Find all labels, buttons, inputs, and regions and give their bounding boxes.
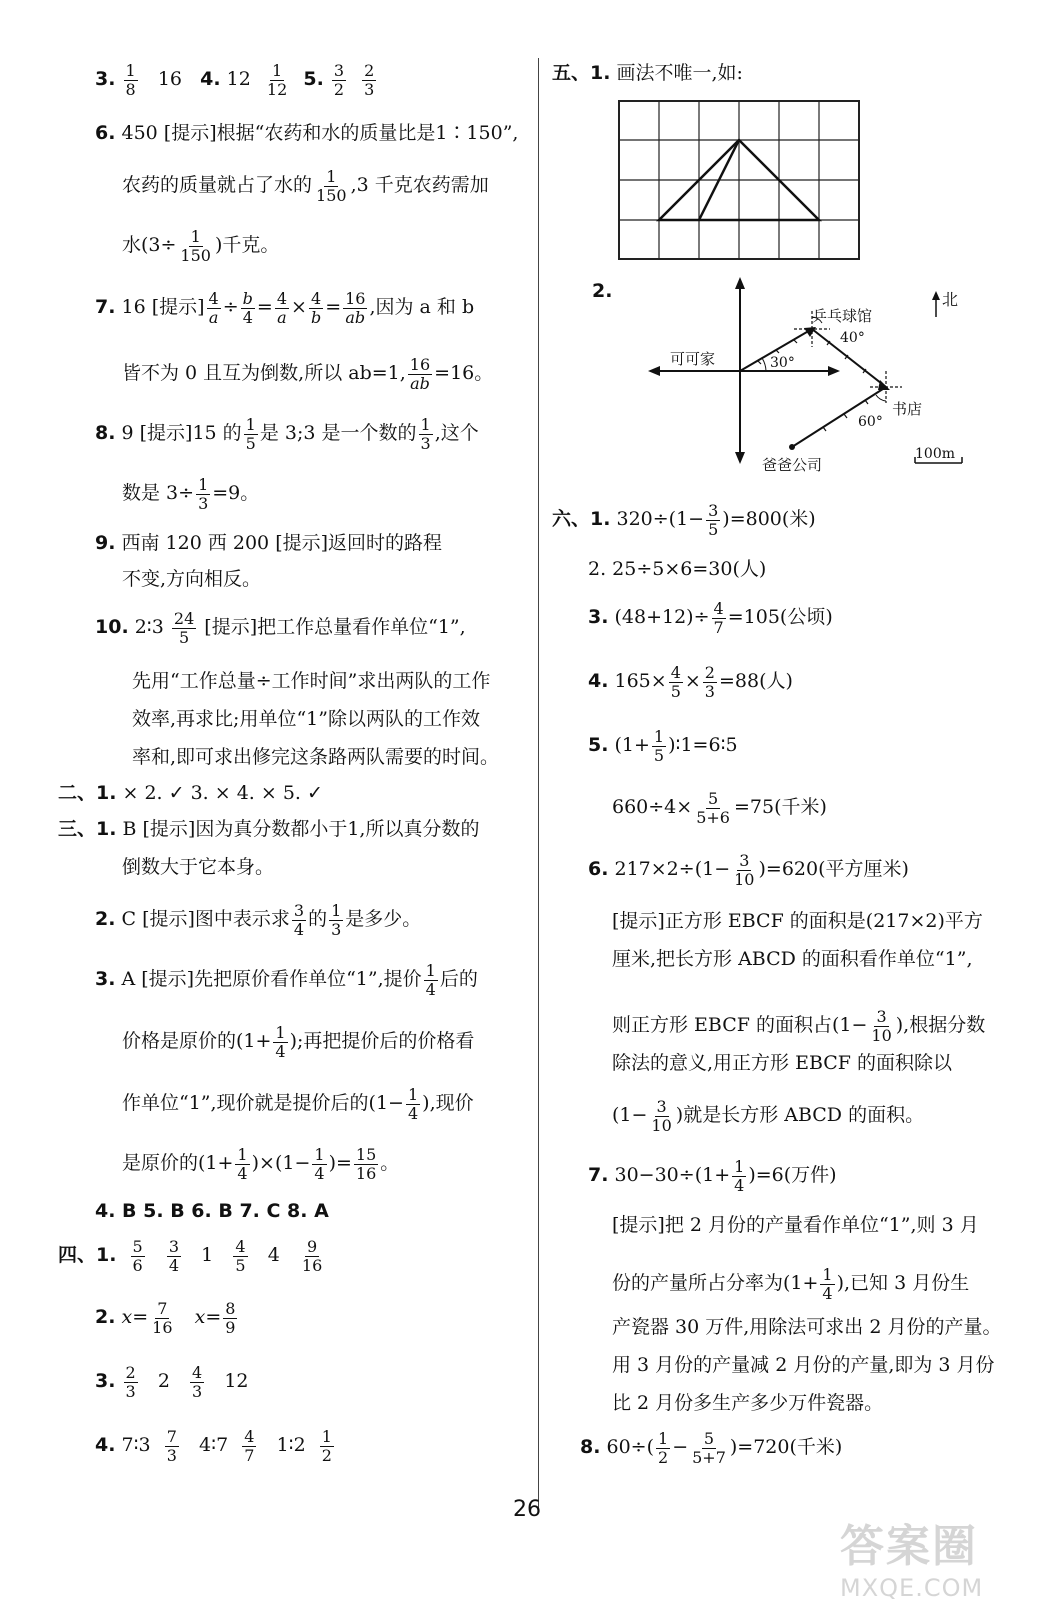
angle-30-label: 30°	[770, 355, 795, 371]
fraction: $\frac{4}{5}$	[670, 663, 681, 701]
scale-label: 100m	[915, 446, 955, 462]
section-3-q3-line4: 是原价的(1+ $\frac{1}{4}$ )×(1− $\frac{1}{4}$ )= $\frac{15}{16}$ 。	[122, 1145, 400, 1183]
section-6-q7-hint3: 产瓷器 30 万件,用除法可求出 2 月份的产量。	[612, 1316, 1002, 1338]
answer-9-line1: 9. 西南 120 西 200 [提示]返回时的路程	[95, 532, 443, 554]
section-4-q4: 4. 7∶3 $\frac{7}{3}$ 4∶7 $\frac{4}{7}$ 1∶2 $\frac{1}{2}$	[95, 1427, 332, 1465]
page-number: 26	[513, 1497, 541, 1522]
fraction: $\frac{3}{5}$	[708, 501, 719, 539]
fraction: $\frac{4}{5}$	[235, 1237, 246, 1275]
section-6-q2: 2. 25÷5×6=30(人)	[588, 558, 767, 580]
section-6-q7-hint1: [提示]把 2 月份的产量看作单位“1”,则 3 月	[612, 1214, 979, 1236]
fraction: $\frac{3}{10}$	[734, 851, 755, 889]
section-4-q3: 3. $\frac{2}{3}$ 2 $\frac{4}{3}$ 12	[95, 1363, 249, 1401]
fraction: $\frac{1}{4}$	[734, 1157, 745, 1195]
answer-10-line1: 10. 2∶3 $\frac{24}{5}$ [提示]把工作总量看作单位“1”,	[95, 609, 466, 647]
section-6-q7-hint5: 比 2 月份多生产多少万件瓷器。	[612, 1392, 884, 1414]
fraction: $\frac{3}{4}$	[168, 1237, 180, 1275]
section-5-q2: 2.	[592, 280, 613, 302]
section-4-q1: 四、1. $\frac{5}{6}$ $\frac{3}{4}$ 1 $\frac{4}{5}$ 4 $\frac{9}{16}$	[58, 1237, 323, 1275]
fraction: $\frac{5}{6}$	[132, 1237, 143, 1275]
section-3-q1-line1: 三、1. B [提示]因为真分数都小于1,所以真分数的	[58, 818, 480, 840]
answer-8-line2: 数是 3÷ $\frac{1}{3}$ =9。	[122, 475, 260, 513]
fraction: $\frac{5}{5+7}$	[692, 1429, 726, 1467]
section-6-q3: 3. (48+12)÷ $\frac{4}{7}$ =105(公顷)	[588, 599, 833, 637]
fraction: $\frac{4}{a}$	[208, 289, 219, 327]
section-6-q7-hint2: 份的产量所占分率为(1+ $\frac{1}{4}$ ),已知 3 月份生	[612, 1265, 970, 1303]
section-6-q6-hint2: 厘米,把长方形 ABCD 的面积看作单位“1”,	[612, 948, 973, 970]
grid-figure	[618, 100, 860, 260]
fraction: $\frac{2}{3}$	[364, 61, 375, 99]
fraction: $\frac{1}{4}$	[275, 1023, 286, 1061]
section-6-q6-hint4: 除法的意义,用正方形 EBCF 的面积除以	[612, 1052, 953, 1074]
watermark: 答案圈 MXQE.COM	[840, 1521, 984, 1602]
fraction: $\frac{4}{a}$	[276, 289, 288, 327]
answer-line-3-5: 3. $\frac{1}{8}$ 16 4. 12 $\frac{1}{12}$ 5. $\frac{3}{2}$ $\frac{2}{3}$	[95, 61, 375, 99]
section-3-q2: 2. C [提示]图中表示求 $\frac{3}{4}$ 的 $\frac{1}{3}$ 是多少。	[95, 901, 422, 939]
section-6-q7-hint4: 用 3 月份的产量减 2 月份的产量,即为 3 月份	[612, 1354, 995, 1376]
answer-6-line3: 水(3÷ $\frac{1}{150}$ )千克。	[122, 227, 280, 265]
fraction: $\frac{16}{ab}$	[409, 355, 431, 393]
section-6-q6-hint3: 则正方形 EBCF 的面积占(1− $\frac{3}{10}$ ),根据分数	[612, 1007, 986, 1045]
fraction: $\frac{16}{ab}$	[345, 289, 366, 327]
fraction: $\frac{2}{3}$	[704, 663, 715, 701]
fraction: $\frac{7}{16}$	[152, 1299, 173, 1337]
answer-7-line1: 7. 16 [提示] $\frac{4}{a}$ ÷ $\frac{b}{4}$ = $\frac{4}{a}$ × $\frac{4}{b}$ = $\frac{16}{ab}$ ,因为 a 和 b	[95, 289, 475, 327]
answer-9-line2: 不变,方向相反。	[122, 568, 262, 590]
section-5-q1: 五、1. 画法不唯一,如:	[552, 62, 743, 84]
section-2-answers: 二、1. × 2. ✓ 3. × 4. × 5. ✓	[58, 782, 323, 804]
section-6-q6-hint1: [提示]正方形 EBCF 的面积是(217×2)平方	[612, 910, 983, 932]
fraction: $\frac{1}{3}$	[420, 415, 431, 453]
section-3-q3-line3: 作单位“1”,现价就是提价后的(1− $\frac{1}{4}$ ),现价	[122, 1085, 474, 1123]
section-6-q8: 8. 60÷( $\frac{1}{2}$ − $\frac{5}{5+7}$ )=720(千米)	[580, 1429, 843, 1467]
fraction: $\frac{4}{7}$	[244, 1427, 255, 1465]
fraction: $\frac{1}{8}$	[125, 61, 136, 99]
section-6-q6-hint5: (1− $\frac{3}{10}$ )就是长方形 ABCD 的面积。	[612, 1097, 925, 1135]
kekejia-label: 可可家	[670, 350, 716, 368]
fraction: $\frac{2}{3}$	[125, 1363, 136, 1401]
section-6-q1: 六、1. 320÷(1− $\frac{3}{5}$ )=800(米)	[552, 501, 816, 539]
section-3-q4-8: 4. B 5. B 6. B 7. C 8. A	[95, 1200, 329, 1222]
answer-10-line2: 先用“工作总量÷工作时间”求出两队的工作	[132, 670, 491, 692]
answer-6-line2: 农药的质量就占了水的 $\frac{1}{150}$ ,3 千克农药需加	[122, 167, 489, 205]
fraction: $\frac{3}{4}$	[293, 901, 305, 939]
baba-label: 爸爸公司	[762, 456, 823, 474]
fraction: $\frac{1}{12}$	[266, 61, 288, 99]
fraction: $\frac{4}{3}$	[192, 1363, 203, 1401]
section-3-q3-line1: 3. A [提示]先把原价看作单位“1”,提价 $\frac{1}{4}$ 后的	[95, 961, 478, 999]
fraction: $\frac{4}{b}$	[310, 289, 322, 327]
shudian-label: 书店	[892, 400, 923, 418]
item-number: 3.	[95, 68, 116, 91]
fraction: $\frac{1}{4}$	[314, 1145, 325, 1183]
fraction: $\frac{3}{2}$	[333, 61, 345, 99]
fraction: $\frac{24}{5}$	[173, 609, 195, 647]
fraction: $\frac{1}{150}$	[316, 167, 347, 205]
fraction: $\frac{3}{10}$	[651, 1097, 672, 1135]
pingpong-label: 乒乓球馆	[812, 307, 873, 325]
fraction: $\frac{b}{4}$	[242, 289, 253, 327]
fraction: $\frac{1}{4}$	[425, 961, 436, 999]
fraction: $\frac{1}{2}$	[658, 1429, 669, 1467]
fraction: $\frac{1}{150}$	[180, 227, 211, 265]
north-label: 北	[942, 290, 959, 309]
fraction: $\frac{1}{2}$	[321, 1427, 332, 1465]
fraction: $\frac{7}{3}$	[166, 1427, 177, 1465]
answer-10-line3: 效率,再求比;用单位“1”除以两队的工作效	[132, 708, 480, 730]
answer-8-line1: 8. 9 [提示]15 的 $\frac{1}{5}$ 是 3;3 是一个数的 $\frac{1}{3}$ ,这个	[95, 415, 479, 453]
section-3-q1-line2: 倒数大于它本身。	[122, 856, 275, 878]
fraction: $\frac{1}{4}$	[237, 1145, 248, 1183]
fraction: $\frac{8}{9}$	[225, 1299, 236, 1337]
fraction: $\frac{4}{7}$	[713, 599, 724, 637]
fraction: $\frac{1}{4}$	[822, 1265, 833, 1303]
section-6-q5-line2: 660÷4× $\frac{5}{5+6}$ =75(千米)	[612, 789, 827, 827]
section-6-q7: 7. 30−30÷(1+ $\frac{1}{4}$ )=6(万件)	[588, 1157, 837, 1195]
fraction: $\frac{5}{5+6}$	[696, 789, 730, 827]
section-6-q4: 4. 165× $\frac{4}{5}$ × $\frac{2}{3}$ =88(人)	[588, 663, 793, 701]
fraction: $\frac{1}{5}$	[245, 415, 256, 453]
fraction: $\frac{1}{3}$	[331, 901, 342, 939]
column-divider	[538, 58, 539, 1513]
angle-40-label: 40°	[840, 330, 865, 346]
answer-6-line1: 6. 450 [提示]根据“农药和水的质量比是1∶150”,	[95, 122, 519, 144]
fraction: $\frac{1}{3}$	[198, 475, 209, 513]
angle-60-label: 60°	[858, 414, 883, 430]
section-3-q3-line2: 价格是原价的(1+ $\frac{1}{4}$ );再把提价后的价格看	[122, 1023, 475, 1061]
fraction: $\frac{3}{10}$	[871, 1007, 892, 1045]
answer-7-line2: 皆不为 0 且互为倒数,所以 ab=1, $\frac{16}{ab}$ =16。	[122, 355, 494, 393]
answer-10-line4: 率和,即可求出修完这条路两队需要的时间。	[132, 746, 500, 768]
section-6-q6: 6. 217×2÷(1− $\frac{3}{10}$ )=620(平方厘米)	[588, 851, 909, 889]
fraction: $\frac{15}{16}$	[355, 1145, 377, 1183]
fraction: $\frac{1}{5}$	[653, 727, 665, 765]
fraction: $\frac{1}{4}$	[407, 1085, 419, 1123]
fraction: $\frac{9}{16}$	[301, 1237, 323, 1275]
section-6-q5-line1: 5. (1+ $\frac{1}{5}$ )∶1=6∶5	[588, 727, 738, 765]
section-4-q2: 2. x= $\frac{7}{16}$ x= $\frac{8}{9}$	[95, 1299, 236, 1337]
